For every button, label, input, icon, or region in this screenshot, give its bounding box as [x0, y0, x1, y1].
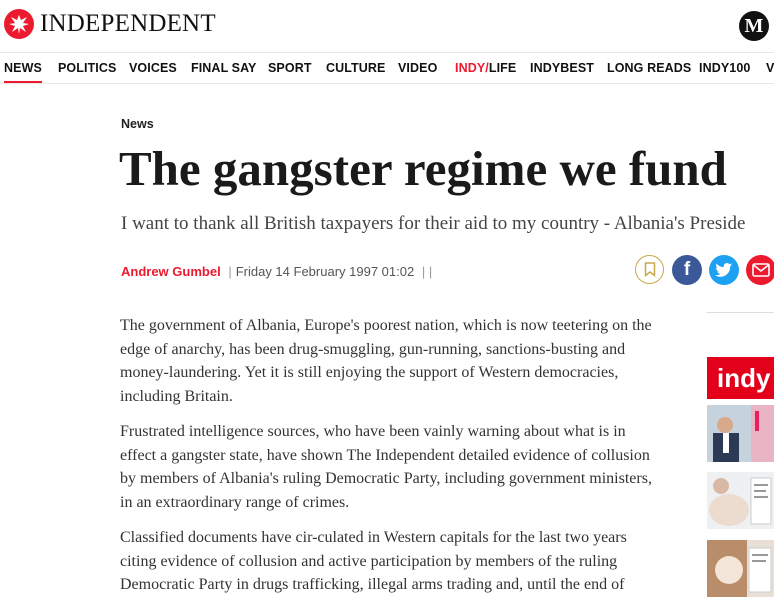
email-icon: [752, 263, 770, 277]
body-paragraph: Frustrated intelligence sources, who have been vainly warning about what is in effect a gangster state, have shown The Independent detailed evidence of collusion by members of Albania's ruling Democratic Party, including government ministers, in an extraordinary range of crimes.: [120, 423, 652, 511]
account-menu-button[interactable]: M: [739, 11, 769, 41]
brand-wordmark: INDEPENDENT: [40, 10, 216, 37]
nav-indy100[interactable]: INDY100: [699, 61, 751, 75]
facebook-share-button[interactable]: [672, 255, 702, 285]
section-label[interactable]: News: [121, 117, 154, 131]
nav-long-reads[interactable]: LONG READS: [607, 61, 692, 75]
byline-trailing-dividers: | |: [421, 264, 433, 279]
nav-indy-life-prefix: INDY/: [455, 61, 489, 75]
nav-final-say[interactable]: FINAL SAY: [191, 61, 257, 75]
site-logo[interactable]: [4, 9, 216, 39]
main-navigation: [0, 52, 774, 84]
rail-thumbnail-2[interactable]: [707, 472, 774, 529]
nav-indy-life[interactable]: [455, 53, 516, 83]
byline: [121, 264, 436, 279]
nav-voices[interactable]: VOICES: [129, 61, 177, 75]
nav-culture[interactable]: CULTURE: [326, 61, 386, 75]
byline-divider: |: [228, 264, 232, 279]
indy-promo-banner[interactable]: indy: [707, 357, 774, 399]
bookmark-icon: [644, 262, 656, 277]
article-body: [120, 314, 665, 609]
site-header: [0, 0, 774, 52]
author-link[interactable]: Andrew Gumbel: [121, 264, 221, 279]
email-share-button[interactable]: [746, 255, 774, 285]
rail-thumbnail-1[interactable]: [707, 405, 774, 462]
article-headline: The gangster regime we fund: [119, 141, 727, 196]
nav-more[interactable]: V: [766, 61, 774, 75]
body-paragraph: The government of Albania, Europe's poorest nation, which is now teetering on the edge of anarchy, has been drug-smuggling, gun-running, sanctions-busting and money-laundering. Yet it is still enjoying the support of Western democracies, including Britain.: [120, 317, 652, 405]
facebook-icon: f: [683, 259, 691, 280]
rail-divider: [707, 312, 774, 313]
nav-sport[interactable]: SPORT: [268, 61, 312, 75]
twitter-share-button[interactable]: [709, 255, 739, 285]
nav-politics[interactable]: POLITICS: [58, 61, 117, 75]
body-paragraph: Classified documents have cir-culated in Western capitals for the last two years citing evidence of collusion and active participation by members of the ruling Democratic Party in drugs trafficking, illegal arms trading and, until the end of: [120, 529, 627, 593]
nav-video[interactable]: VIDEO: [398, 61, 438, 75]
publish-date: Friday 14 February 1997 01:02: [235, 264, 415, 279]
article-standfirst: I want to thank all British taxpayers for their aid to my country - Albania's Preside: [121, 213, 746, 234]
twitter-icon: [715, 263, 733, 278]
nav-indybest[interactable]: INDYBEST: [530, 61, 595, 75]
nav-indy-life-suffix: LIFE: [488, 61, 517, 75]
rail-thumbnail-3[interactable]: [707, 540, 774, 597]
bookmark-button[interactable]: [635, 255, 664, 284]
eagle-logo-icon: [4, 9, 34, 39]
nav-news[interactable]: NEWS: [4, 53, 42, 83]
